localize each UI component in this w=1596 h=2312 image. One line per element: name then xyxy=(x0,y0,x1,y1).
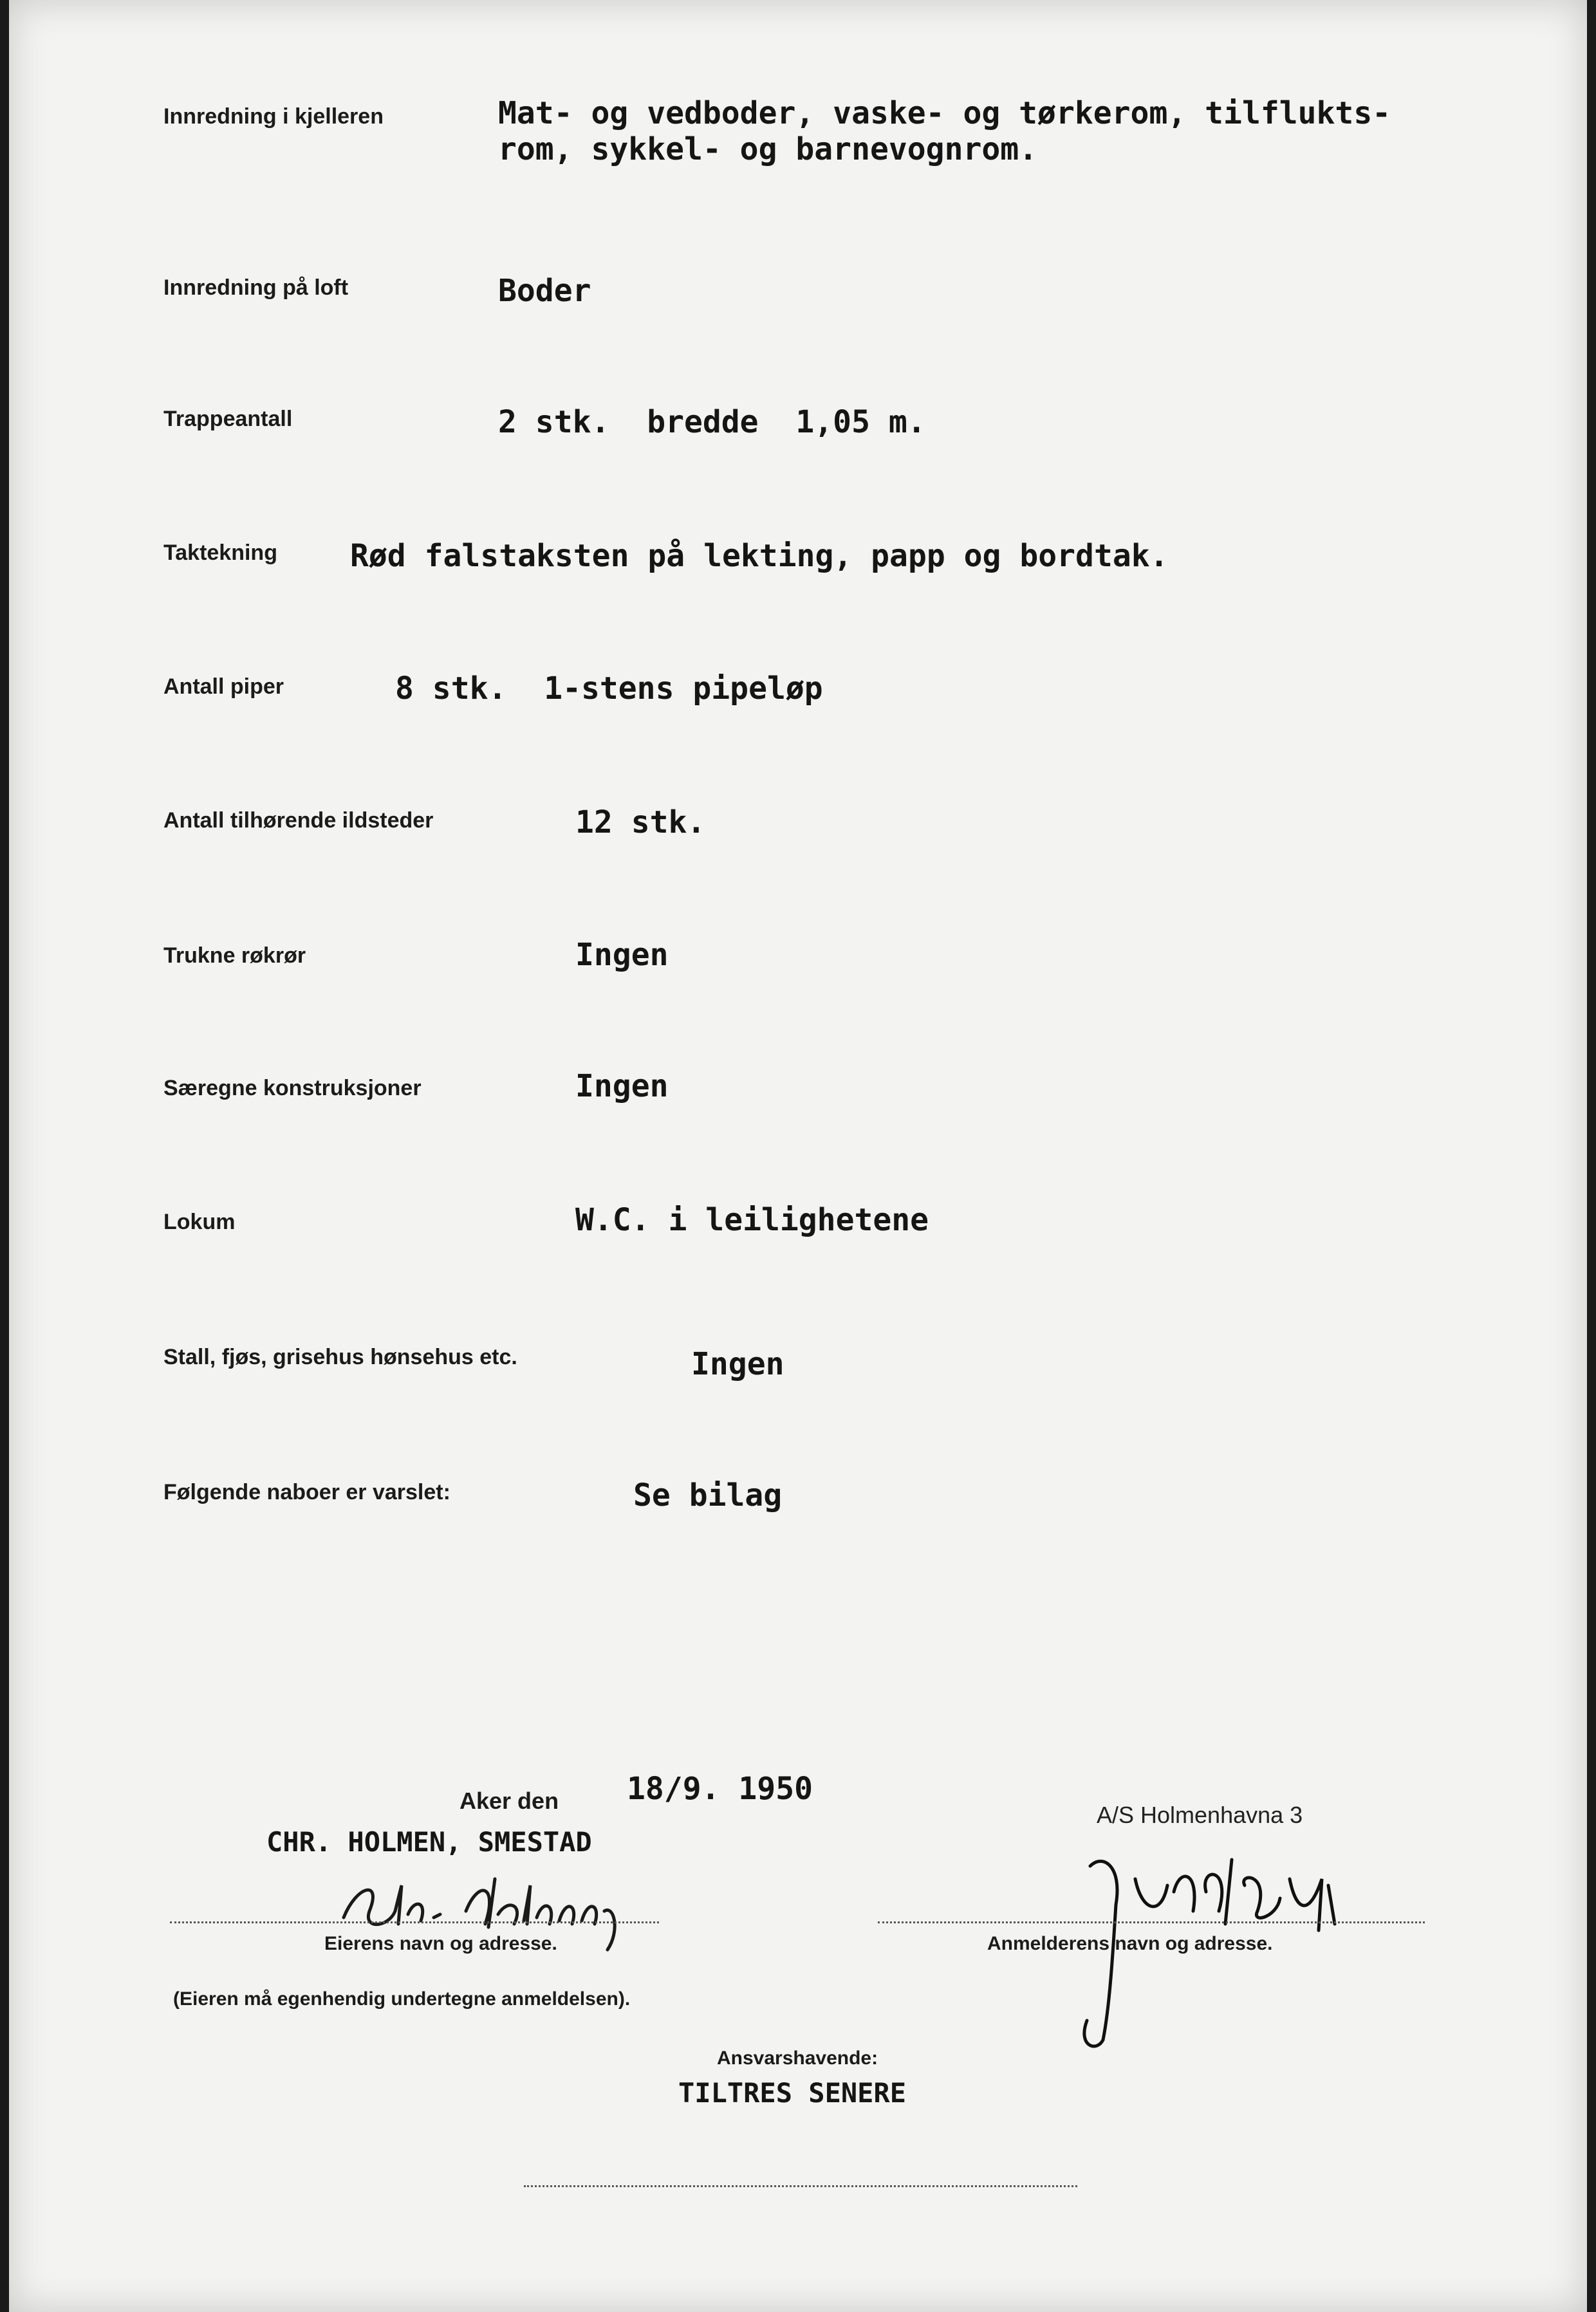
date-value: 18/9. 1950 xyxy=(627,1771,813,1807)
reporter-caption: Anmelderens navn og adresse. xyxy=(987,1933,1273,1954)
place-label: Aker den xyxy=(459,1788,559,1814)
field-value-basement: Mat- og vedboder, vaske- og tørkerom, tilflukts- rom, sykkel- og barnevognrom. xyxy=(498,95,1391,167)
field-value-roofing: Rød falstaksten på lekting, papp og bordtak. xyxy=(350,538,1169,574)
responsible-label: Ansvarshavende: xyxy=(717,2048,878,2069)
owner-signature-line xyxy=(170,1921,659,1923)
field-value-stairs: 2 stk. bredde 1,05 m. xyxy=(498,404,926,440)
owner-name: CHR. HOLMEN, SMESTAD xyxy=(266,1826,592,1858)
field-value-chimneys: 8 stk. 1-stens pipeløp xyxy=(395,670,823,707)
company-stamp: A/S Holmenhavna 3 xyxy=(1097,1802,1303,1828)
field-label-flue-pipes: Trukne røkrør xyxy=(163,943,306,968)
owner-caption: Eierens navn og adresse. xyxy=(324,1933,557,1954)
field-label-attic: Innredning på loft xyxy=(163,275,349,300)
field-label-special-constructions: Særegne konstruksjoner xyxy=(163,1076,422,1100)
field-label-chimneys: Antall piper xyxy=(163,674,284,699)
field-label-basement: Innredning i kjelleren xyxy=(163,104,384,129)
field-value-outbuildings: Ingen xyxy=(691,1346,784,1382)
reporter-signature-line xyxy=(878,1921,1425,1923)
field-value-flue-pipes: Ingen xyxy=(575,937,669,973)
responsible-value: TILTRES SENERE xyxy=(678,2077,907,2109)
owner-note: (Eieren må egenhendig undertegne anmeldelsen). xyxy=(173,1988,631,2010)
field-label-fireplaces: Antall tilhørende ildsteder xyxy=(163,808,434,833)
field-label-toilet: Lokum xyxy=(163,1210,236,1234)
field-value-attic: Boder xyxy=(498,273,591,309)
field-value-toilet: W.C. i leilighetene xyxy=(575,1202,929,1238)
responsible-signature-line xyxy=(524,2185,1077,2187)
field-label-roofing: Taktekning xyxy=(163,541,277,565)
field-value-neighbours: Se bilag xyxy=(633,1477,783,1513)
field-value-fireplaces: 12 stk. xyxy=(575,804,706,840)
field-label-outbuildings: Stall, fjøs, grisehus hønsehus etc. xyxy=(163,1345,517,1369)
field-label-neighbours: Følgende naboer er varslet: xyxy=(163,1480,450,1504)
field-value-special-constructions: Ingen xyxy=(575,1068,669,1104)
field-label-stairs: Trappeantall xyxy=(163,407,293,431)
document-page xyxy=(9,0,1587,2312)
